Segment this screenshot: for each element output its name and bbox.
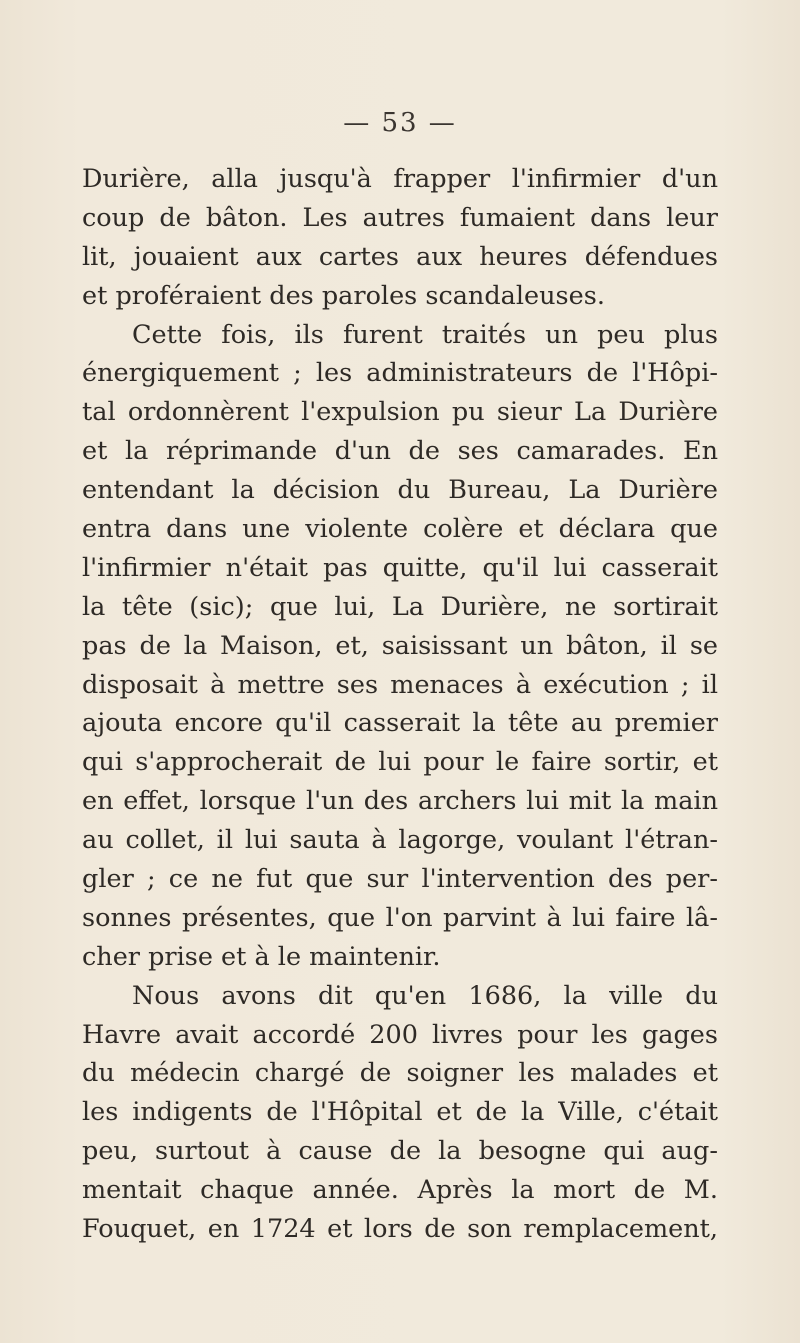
text-line: Nous avons dit qu'en 1686, la ville du [132,980,718,1011]
text-line: du médecin chargé de soigner les malades et [82,1058,718,1089]
text-line: Durière, alla jusqu'à frapper l'infirmier d'un [82,164,718,194]
text-line: disposait à mettre ses menaces à exécution ; il [82,669,718,700]
text-line: en effet, lorsque l'un des archers lui mit la main [82,786,718,817]
text-line: sonnes présentes, que l'on parvint à lui faire lâ- [82,902,718,933]
text-line: cher prise et à le maintenir. [82,941,441,972]
text-line: tal ordonnèrent l'expulsion pu sieur La Durière [82,397,718,428]
text-line: entra dans une violente colère et déclara que [82,514,718,545]
text-line: et la réprimande d'un de ses camarades. En [82,436,718,467]
text-line: l'infirmier n'était pas quitte, qu'il lui casserait [82,552,718,583]
text-line: lit, jouaient aux cartes aux heures défendues [82,241,718,272]
text-line: et proféraient des paroles scandaleuses. [82,280,605,311]
text-line: la tête (sic); que lui, La Durière, ne sortirait [82,591,718,622]
text-line: mentait chaque année. Après la mort de M. [82,1175,718,1206]
text-line: entendant la décision du Bureau, La Durière [82,475,718,506]
text-line: Havre avait accordé 200 livres pour les gages [82,1019,718,1050]
text-line: Cette fois, ils furent traités un peu plus [132,319,718,350]
text-line: pas de la Maison, et, saisissant un bâton, il se [82,630,718,661]
text-line: qui s'approcherait de lui pour le faire sortir, et [82,747,718,778]
text-line: les indigents de l'Hôpital et de la Ville, c'était [82,1097,718,1128]
text-line: gler ; ce ne fut que sur l'intervention des per- [82,864,718,895]
text-line: au collet, il lui sauta à lagorge, voulant l'étran- [82,825,718,856]
text-line: énergiquement ; les administrateurs de l'Hôpi- [82,358,718,389]
text-line: coup de bâton. Les autres fumaient dans leur [82,202,718,233]
text-line: peu, surtout à cause de la besogne qui aug- [82,1136,718,1167]
text-line: Fouquet, en 1724 et lors de son remplacement, [82,1214,718,1245]
body-text [82,160,718,1249]
text-line: ajouta encore qu'il casserait la tête au premier [82,708,718,739]
page-number: — 53 — [343,108,457,138]
